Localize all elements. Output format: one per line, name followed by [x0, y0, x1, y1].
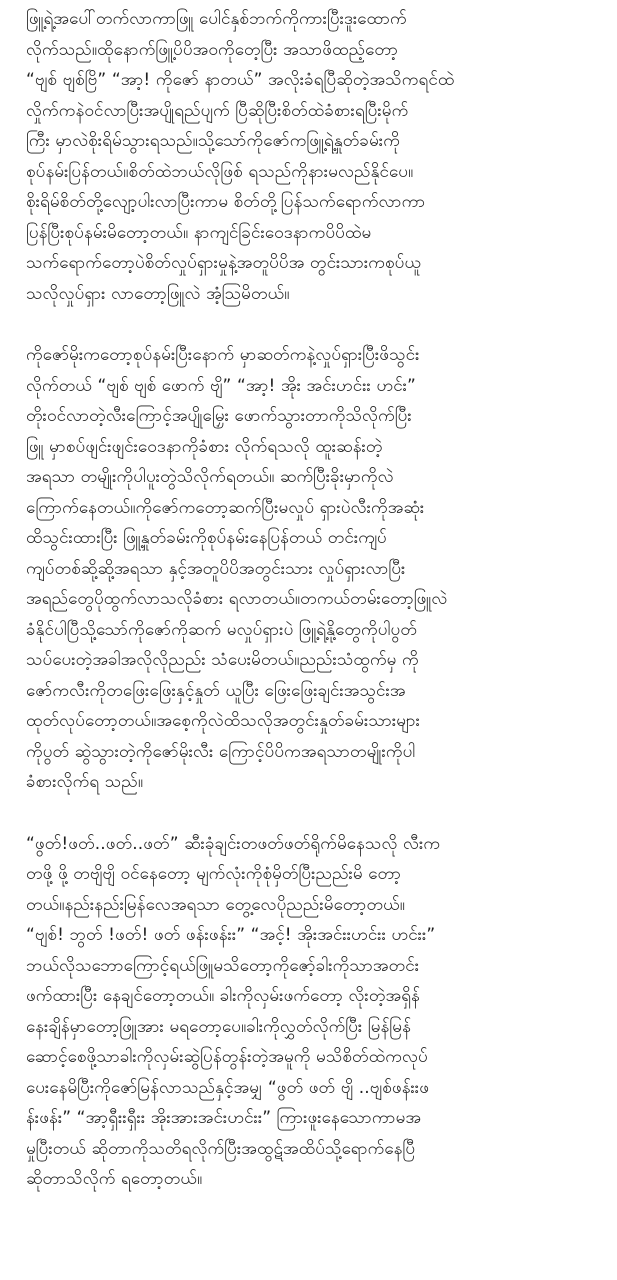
text-line: ဆိုတာသိလိုက် ရတော့တယ်။ [26, 1169, 203, 1189]
text-line: စိုးရိမ်စိတ်တို့လျော့ပါးလာပြီးကာမ စိတ်တို့ပြန်သက်ရောက်လာကာ [26, 192, 426, 212]
paragraph-1 [26, 4, 595, 309]
text-line: ထုတ်လုပ်တော့တယ်။အစေ့ကိုလဲထိသလိုအတွင်းနှုတ်ခမ်းသားများ [26, 711, 421, 731]
paragraph-3 [26, 829, 595, 1195]
text-line: ဖြူ့ရဲ့အပေါ်တက်လာကာဖြူ ပေါင်နှစ်ဘက်ကိုကားပြီးဒူးထောက် [26, 9, 407, 29]
text-line: ကိုဇော်မိုးကတော့စုပ်နမ်းပြီးနောက် မှာဆတ်ကနဲ့လှုပ်ရှားပြီးဖိသွင်း [26, 345, 420, 365]
text-line: “ဗျစ် ဗျစ်ဗြိ” “အာ့! ကိုဇော် နာတယ်” အလိုးခံရပြီဆိုတဲ့အသိကရင်ထဲ [26, 70, 455, 90]
text-line: ဖက်ထားပြီး နေချင်တော့တယ်။ ခါးကိုလှမ်းဖက်တော့ လိုးတဲ့အရှိန် [26, 986, 420, 1006]
text-line: ကျပ်တစ်ဆို့ဆို့အရသာ နှင့်အတူပိပိအတွင်းသား လှုပ်ရှားလာပြီး [26, 558, 406, 579]
text-line: ဖြူ မှာစပ်ဖျင်းဖျင်းဝေဒနာကိုခံစား လိုက်ရသလို ထူးဆန်းတဲ့ [26, 436, 383, 457]
text-line: န်းဖန်း” “အာ့ရှီးးရှီးး အိုးအားအင်းဟင်းး” ကြားဖူးနေသောကာမအ [26, 1108, 422, 1128]
text-line: ကြီး မှာလဲစိုးရိမ်သွားရသည်။သို့သော်ကိုဇော်ကဖြူ့ရဲ့နှုတ်ခမ်းကို [26, 131, 400, 151]
text-line: တိုးဝင်လာတဲ့လီးကြောင့်အပျိုမြှေး ဖောက်သွားတာကိုသိလိုက်ပြီး [26, 406, 412, 426]
text-line: တယ်။နည်းနည်းမြန်လေအရသာ တွေ့လေပိုညည်းမိတော့တယ်။ [26, 894, 405, 915]
text-line: မှုပြီးတယ် ဆိုတာကိုသတိရလိုက်ပြီးအထွဋ်အထိပ်သို့ရောက်နေပြီ [26, 1138, 416, 1159]
text-line: ခံနိုင်ပါပြီသို့သော်ကိုဇော်ကိုဆက် မလှုပ်ရှားပဲ ဖြူ့ရဲ့နို့တွေကိုပါပွတ် [26, 619, 417, 640]
text-line: နေးချိန်မှာတော့ဖြူအား မရတော့ပေ။ခါးကိုလွှတ်လိုက်ပြီး မြန်မြန် [26, 1016, 411, 1037]
text-line: ကြောက်နေတယ်။ကိုဇော်ကတော့ဆက်ပြီးမလှုပ် ရှားပဲလီးကိုအဆုံး [26, 497, 425, 518]
text-line: စုပ်နမ်းပြန်တယ်။စိတ်ထဲဘယ်လိုဖြစ် ရသည်ကိုနားမလည်နိုင်ပေ။ [26, 161, 414, 182]
text-line: “ဗျစ်! ဘွတ် !ဖတ်! ဖတ် ဖန်းဖန်းး” “အင့်! အိုးအင်းးဟင်းး ဟင်းး” [26, 925, 436, 945]
text-line: လိုက်သည်။ထိုနောက်ဖြူ့ပိပိအဝကိုတေ့ပြီး အသာဖိထည့်တော့ [26, 39, 399, 60]
text-line: ဇော်ကလီးကိုတဖြေးဖြေးနှင့်နှုတ် ယူပြီး ဖြေးဖြေးချင်းအသွင်းအ [26, 680, 406, 701]
text-line: “ဖွတ်!ဖတ်..ဖတ်..ဖတ်” ဆီးခုံချင်းတဖတ်ဖတ်ရိုက်မိနေသလို လီးက [26, 833, 441, 854]
text-line: ခံစားလိုက်ရ သည်။ [26, 772, 144, 792]
text-line: အရည်တွေပိုထွက်လာသလိုခံစား ရလာတယ်။တကယ်တမ်းတော့ဖြူလဲ [26, 589, 448, 609]
text-line: ပြန်ပြီးစုပ်နမ်းမိတော့တယ်။ နာကျင်ခြင်းဝေဒနာကပိပိထဲမ [26, 222, 372, 243]
paragraph-2 [26, 340, 595, 798]
text-line: ပေးနေမိပြီးကိုဇော်မြန်လာသည်နှင့်အမျှ “ဖွတ် ဖတ် ဗျိ ..ဗျစ်ဖန်းးဖ [26, 1077, 430, 1098]
text-line: ဆောင့်စေဖို့သာခါးကိုလှမ်းဆွဲပြန်တွန်းတဲ့အမူကို မသိစိတ်ထဲကလုပ် [26, 1047, 428, 1067]
text-line: ကိုပွတ် ဆွဲသွားတဲ့ကိုဇော်မိုးလီး ကြောင့်ပိပိကအရသာတမျိုးကိုပါ [26, 741, 416, 762]
text-line: သလိုလှုပ်ရှား လာတော့ဖြူလဲ အံ့သြမိတယ်။ [26, 283, 290, 304]
text-line: လှိုက်ကနဲဝင်လာပြီးအပျိုရည်ပျက် ပြီဆိုပြီးစိတ်ထဲခံစားရပြီးမိုက် [26, 100, 409, 121]
text-line: အရသာ တမျိုးကိုပါပူးတွဲသိလိုက်ရတယ်။ ဆက်ပြီးခိုးမှာကိုလဲ [26, 467, 394, 487]
text-line: ထိသွင်းထားပြီး ဖြူ့နှုတ်ခမ်းကိုစုပ်နမ်းနေပြန်တယ် တင်းကျပ် [26, 528, 387, 548]
text-line: သပ်ပေးတဲ့အခါအလိုလိုညည်း သံပေးမိတယ်။ညည်းသံထွက်မှ ကို [26, 650, 419, 670]
text-line: ဘယ်လိုသဘောကြောင့်ရယ်ဖြူမသိတော့ကိုဇော့်ခါးကိုသာအတင်း [26, 955, 420, 976]
text-line: လိုက်တယ် “ဗျစ် ဗျစ် ဖောက် ဗျိ” “အာ့! အိုး အင်းဟင်းး ဟင်း” [26, 375, 416, 396]
text-line: တဖို့ ဖို့ တဗျိဗျိ ဝင်နေတော့ မျက်လုံးကိုစုံမှိတ်ပြီးညည်းမိ တော့ [26, 864, 402, 884]
text-line: သက်ရောက်တော့ပဲစိတ်လှုပ်ရှားမှုနဲ့အတူပိပိအ တွင်းသားကစုပ်ယူ [26, 253, 422, 273]
